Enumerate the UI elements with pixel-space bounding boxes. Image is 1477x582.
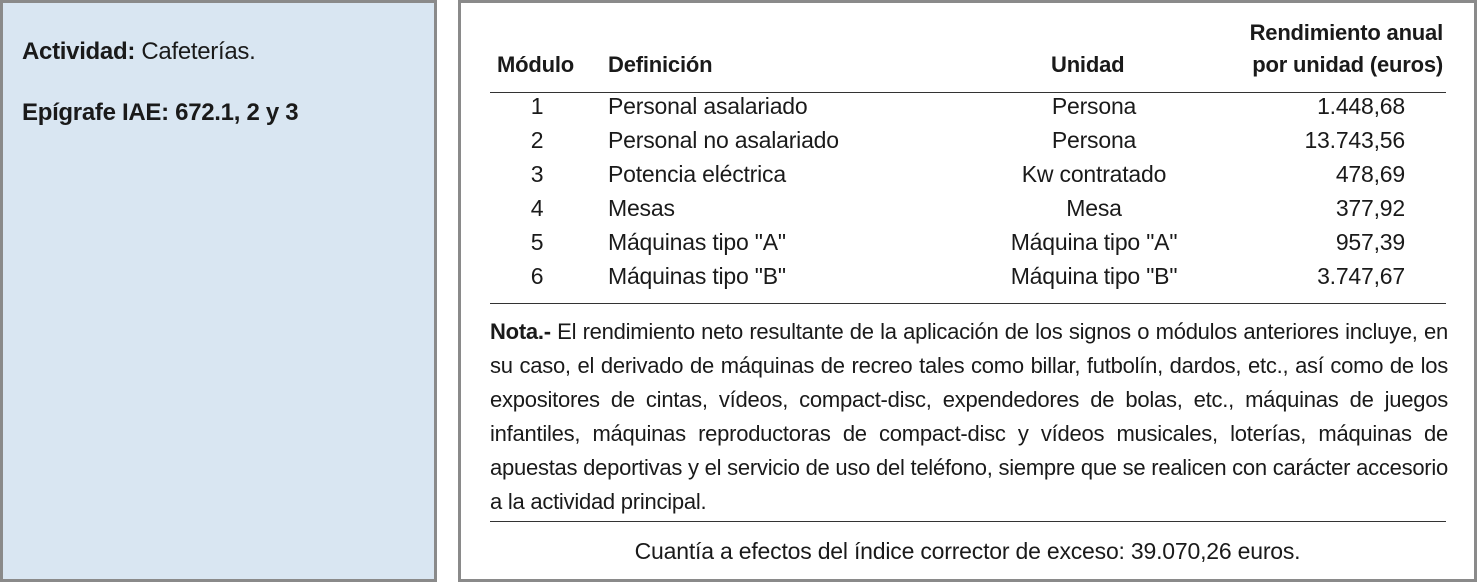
cell-unidad: Máquina tipo "B" <box>1010 263 1178 289</box>
header-rendimiento <box>1250 17 1443 81</box>
note-divider <box>490 303 1446 304</box>
table-row <box>461 93 1474 127</box>
note-text: El rendimiento neto resultante de la aplicación de los signos o módulos anteriores incluye, en su caso, el derivado de máquinas de recreo tales como billar, futbolín, dardos, etc., así como de los expositores de cintas, vídeos, compact-disc, expendedores de bolas, etc., máquinas de juegos infantiles, máquinas reproductoras de compact-disc y vídeos musicales, loterías, máquinas de apuestas deportivas y el servicio de uso del teléfono, siempre que se realicen con carácter accesorio a la actividad principal. <box>490 319 1448 514</box>
cell-modulo: 4 <box>530 195 544 221</box>
cell-unidad: Mesa <box>1066 195 1122 221</box>
cell-unidad: Máquina tipo "A" <box>1010 229 1178 255</box>
table-row <box>461 161 1474 195</box>
cell-definicion: Mesas <box>608 195 675 221</box>
header-rendimiento-line1: Rendimiento anual <box>1249 20 1443 45</box>
header-definicion: Definición <box>608 52 713 77</box>
cell-rendimiento: 13.743,56 <box>1304 127 1405 153</box>
cell-modulo: 3 <box>530 161 544 187</box>
cell-unidad: Persona <box>1051 93 1137 119</box>
cell-unidad: Persona <box>1051 127 1137 153</box>
corrector-index-footer: Cuantía a efectos del índice corrector de exceso: 39.070,26 euros. <box>634 538 1301 564</box>
cell-definicion: Potencia eléctrica <box>608 161 786 187</box>
cell-rendimiento: 957,39 <box>1335 229 1405 255</box>
cell-definicion: Personal asalariado <box>608 93 808 119</box>
cell-definicion: Máquinas tipo "A" <box>608 229 786 255</box>
actividad-label: Actividad: <box>22 38 136 65</box>
table-row <box>461 195 1474 229</box>
header-modulo: Módulo <box>497 52 574 77</box>
table-row <box>461 127 1474 161</box>
modules-panel <box>458 0 1477 582</box>
note-paragraph <box>490 315 1448 519</box>
cell-unidad: Kw contratado <box>1021 161 1167 187</box>
activity-panel <box>0 0 437 582</box>
cell-modulo: 2 <box>530 127 544 153</box>
cell-rendimiento: 478,69 <box>1335 161 1405 187</box>
cell-rendimiento: 3.747,67 <box>1317 263 1405 289</box>
table-row <box>461 263 1474 297</box>
footer-divider <box>490 521 1446 522</box>
header-unidad: Unidad <box>1051 52 1125 77</box>
cell-definicion: Máquinas tipo "B" <box>608 263 786 289</box>
actividad-value: Cafeterías. <box>135 38 256 65</box>
cell-modulo: 5 <box>530 229 544 255</box>
epigrafe-line: Epígrafe IAE: 672.1, 2 y 3 <box>22 99 299 126</box>
cell-modulo: 1 <box>530 93 544 119</box>
header-rendimiento-line2: por unidad (euros) <box>1252 52 1443 77</box>
note-label: Nota.- <box>490 319 551 344</box>
cell-rendimiento: 377,92 <box>1335 195 1405 221</box>
actividad-line <box>22 38 256 66</box>
table-row <box>461 229 1474 263</box>
cell-rendimiento: 1.448,68 <box>1317 93 1405 119</box>
cell-modulo: 6 <box>530 263 544 289</box>
cell-definicion: Personal no asalariado <box>608 127 839 153</box>
